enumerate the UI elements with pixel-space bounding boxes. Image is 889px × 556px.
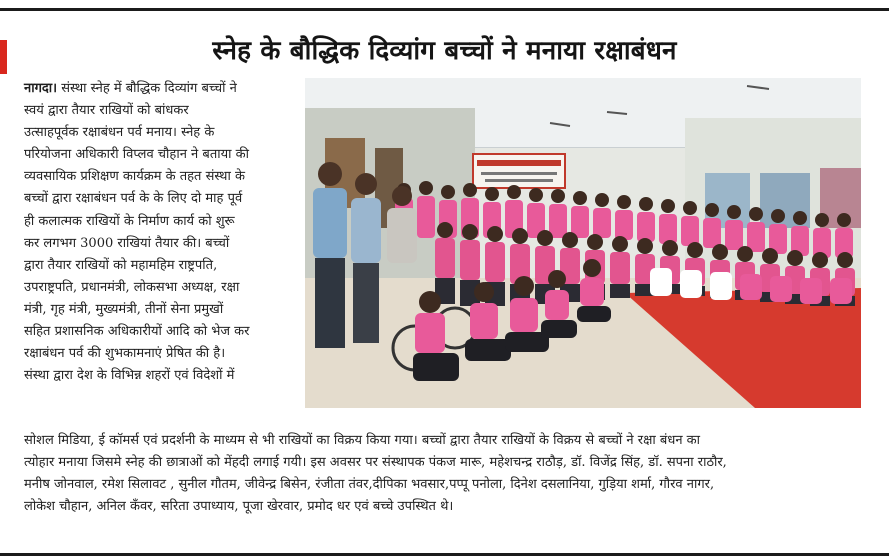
text-line: रक्षाबंधन पर्व की शुभकामनाएं प्रेषित की है।: [24, 346, 226, 362]
text-line: बच्चों द्वारा रक्षाबंधन पर्व के के लिए दो माह पूर्व: [24, 191, 243, 207]
text-line: उत्साहपूर्वक रक्षाबंधन पर्व मनाय। स्नेह के: [24, 125, 215, 141]
text-line: [24, 78, 288, 100]
text-line: व्यवसायिक प्रशिक्षण कार्यक्रम के तहत संस्था के: [24, 169, 245, 185]
article-continuation: [24, 430, 860, 518]
text-line: सोशल मिडिया, ई कॉमर्स एवं प्रदर्शनी के माध्यम से भी राखियों का विक्रय किया गया। बच्चों द्वारा तैयार राखियों के विक्रय से बच्चों ने रक्षा बंधन का: [24, 433, 701, 448]
dateline: नागदा।: [24, 81, 58, 96]
text-line: संस्था द्वारा देश के विभिन्न शहरों एवं विदेशों में: [24, 368, 235, 384]
article-column: [24, 78, 288, 387]
text-line: मंत्री, गृह मंत्री, मुख्यमंत्री, तीनों सेना प्रमुखों: [24, 301, 224, 317]
text-line: त्योहार मनाया जिसमे स्नेह की छात्राओं को मेंहदी लगाई गयी। इस अवसर पर संस्थापक पंकज मारू, महेशचन्द्र राठौड़, डॉ. विजेंद्र सिंह, डॉ. सपना राठौर,: [24, 455, 727, 471]
text-line: उपराष्ट्रपति, प्रधानमंत्री, लोकसभा अध्यक्ष, रक्षा: [24, 279, 240, 295]
text-line: मनीष जोनवाल, रमेश सिलावट , सुनील गौतम, जीवेन्द्र बिसेन, रंजीता तंवर,दीपिका भवसार,पप्पू पनोला, दिनेश दसलानिया, गुड़िया शर्मा, गौरव नागर,: [24, 477, 715, 493]
text-line: ही कलात्मक राखियों के निर्माण कार्य को शुरू: [24, 213, 235, 229]
text-line: लोकेश चौहान, अनिल कँवर, सरिता उपाध्याय, पूजा खेरवार, प्रमोद धर एवं बच्चे उपस्थित थे।: [24, 499, 454, 515]
text-line: परियोजना अधिकारी विप्लव चौहान ने बताया की: [24, 147, 249, 163]
text-line: द्वारा तैयार राखियों को महामहिम राष्ट्रपति,: [24, 257, 218, 273]
top-rule: [0, 8, 889, 11]
headline: स्नेह के बौद्धिक दिव्यांग बच्चों ने मनाया रक्षाबंधन: [212, 36, 677, 66]
text-line-content: संस्था स्नेह में बौद्धिक दिव्यांग बच्चों ने: [61, 81, 237, 96]
text-line: सहित प्रशासनिक अधिकारीयों आदि को भेज कर: [24, 324, 250, 340]
text-line: स्वयं द्वारा तैयार राखियों को बांधकर: [24, 103, 189, 119]
text-line: कर लगभग 3000 राखियां तैयार की। बच्चों: [24, 235, 230, 251]
group-photo: [305, 78, 861, 408]
